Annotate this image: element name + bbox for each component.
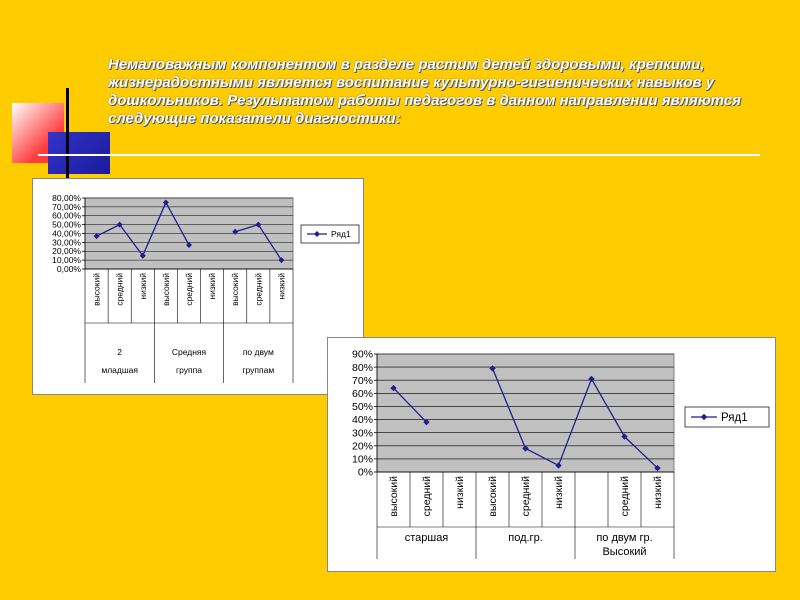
x-group-label: по двум гр. xyxy=(596,532,653,544)
y-tick-label: 90% xyxy=(351,348,373,361)
y-tick-label: 60,00% xyxy=(52,210,81,221)
y-tick-label: 80% xyxy=(351,361,373,374)
y-tick-label: 60% xyxy=(351,388,373,401)
chart-1-svg xyxy=(33,179,363,394)
x-tick-label: высокий xyxy=(388,476,401,517)
x-group-label: Высокий xyxy=(602,546,647,558)
y-tick-label: 50% xyxy=(351,401,373,414)
x-tick-label: низкий xyxy=(553,476,566,509)
x-tick-label: низкий xyxy=(652,476,665,509)
x-group-label: под.гр. xyxy=(508,532,543,544)
y-tick-label: 10,00% xyxy=(52,255,81,266)
decor-blue-square xyxy=(48,132,110,174)
y-tick-label: 70% xyxy=(351,374,373,387)
x-tick-label: средний xyxy=(619,476,632,517)
x-tick-label: средний xyxy=(183,273,194,306)
y-tick-label: 0% xyxy=(357,466,373,479)
y-tick-label: 50,00% xyxy=(52,219,81,230)
decor-horizontal-line xyxy=(38,154,760,156)
x-group-label: группам xyxy=(242,365,275,375)
x-group-label: по двум xyxy=(242,347,274,357)
x-tick-label: средний xyxy=(253,273,264,306)
x-tick-label: средний xyxy=(114,273,125,306)
y-tick-label: 70,00% xyxy=(52,201,81,212)
x-group-label: группа xyxy=(176,365,202,375)
x-tick-label: высокий xyxy=(160,273,171,306)
y-tick-label: 30,00% xyxy=(52,237,81,248)
chart-1 xyxy=(32,178,364,395)
plot-area xyxy=(377,354,674,472)
page-heading: Немаловажным компонентом в разделе растим детей здоровыми, крепкими, жизнерадостными является воспитание культурно-гигиенических навыков у дошкольников. Результатом работы педагогов в данном направлении являются следующие показатели диагностики: xyxy=(108,56,741,127)
chart-2-svg xyxy=(328,338,775,571)
x-tick-label: низкий xyxy=(454,476,467,509)
y-tick-label: 0,00% xyxy=(56,263,81,274)
y-tick-label: 40% xyxy=(351,414,373,427)
x-tick-label: высокий xyxy=(487,476,500,517)
x-tick-label: средний xyxy=(421,476,434,517)
y-tick-label: 10% xyxy=(351,453,373,466)
y-tick-label: 20% xyxy=(351,440,373,453)
x-tick-label: средний xyxy=(520,476,533,517)
x-tick-label: высокий xyxy=(91,273,102,306)
x-tick-label: низкий xyxy=(276,273,287,300)
x-group-label: Средняя xyxy=(171,347,207,357)
y-tick-label: 20,00% xyxy=(52,246,81,257)
y-tick-label: 40,00% xyxy=(52,228,81,239)
legend-label: Ряд1 xyxy=(331,228,351,239)
x-group-label: старшая xyxy=(404,532,449,544)
x-tick-label: низкий xyxy=(207,273,218,300)
x-tick-label: высокий xyxy=(230,273,241,306)
y-tick-label: 80,00% xyxy=(52,192,81,203)
x-group-label: младшая xyxy=(101,365,138,375)
chart-2 xyxy=(327,337,776,572)
decor-vertical-line xyxy=(66,88,69,184)
y-tick-label: 30% xyxy=(351,427,373,440)
legend-label: Ряд1 xyxy=(721,412,748,425)
x-group-label: 2 xyxy=(117,347,123,357)
x-tick-label: низкий xyxy=(137,273,148,300)
